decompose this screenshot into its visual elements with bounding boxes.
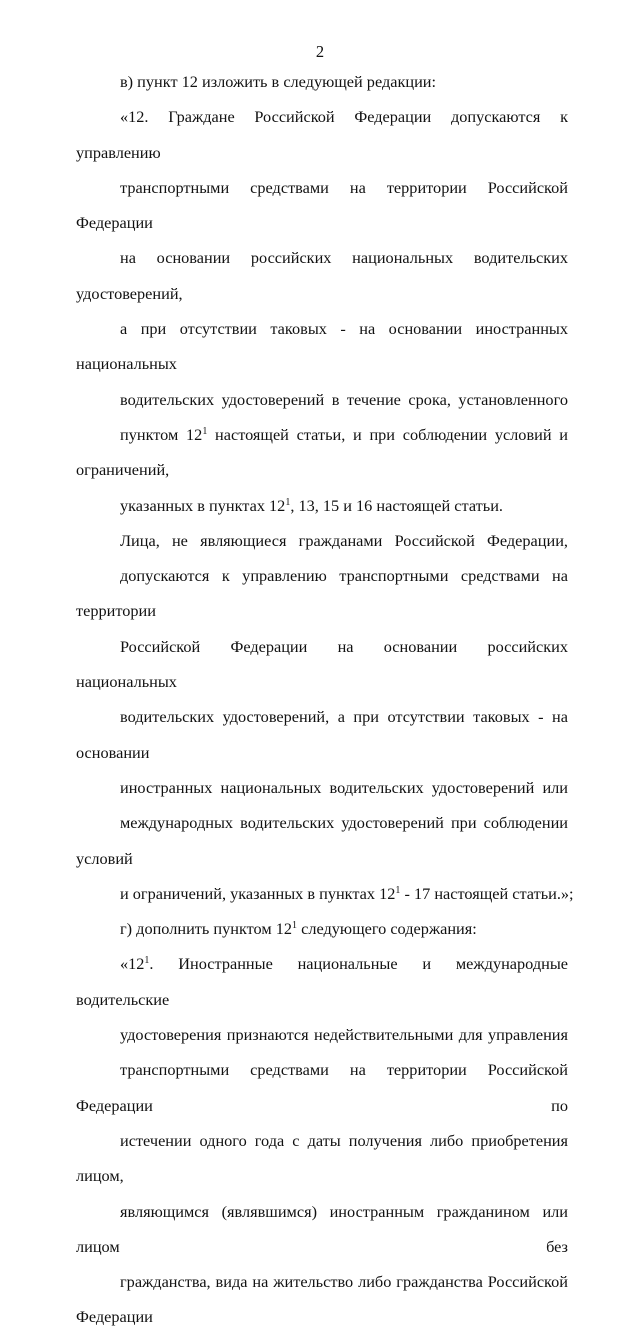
paragraph-g (76, 911, 568, 946)
text-line (76, 946, 568, 1017)
paragraph-v (76, 64, 568, 99)
text-line (76, 488, 568, 523)
text-line: истечении одного года с даты получения либо приобретения лицом, (76, 1130, 568, 1186)
text-line: гражданства, вида на жительство либо гражданства Российской Федерации (76, 1272, 568, 1327)
text-fragment: и ограничений, указанных в пунктах 12 (120, 883, 396, 903)
superscript: 1 (202, 425, 208, 437)
text-fragment: пунктом 12 (120, 424, 203, 444)
text-line: являющимся (являвшимся) иностранным гражданином или лицом без (76, 1201, 568, 1256)
document-body (76, 64, 574, 1335)
text-line: транспортными средствами на территории Российской Федерации по (76, 1060, 568, 1115)
text-fragment: «12 (120, 954, 145, 974)
text-line: удостоверения признаются недействительными для управления (120, 1025, 568, 1045)
text-line: допускаются к управлению транспортными средствами на территории (76, 566, 568, 621)
text-line: водительских удостоверений в течение срока, установленного (120, 389, 568, 409)
text-line: Лица, не являющиеся гражданами Российской Федерации, (120, 530, 568, 550)
text-line: на основании российских национальных водительских удостоверений, (76, 248, 568, 303)
paragraph-12 (76, 99, 568, 523)
text-line: в) пункт 12 изложить в следующей редакции: (120, 72, 437, 91)
text-fragment: настоящей статьи, и при соблюдении условий и ограничений, (76, 424, 568, 480)
text-line: иностранных национальных водительских удостоверений или (120, 777, 568, 797)
text-line: транспортными средствами на территории Российской Федерации (76, 177, 568, 233)
text-fragment: . Иностранные национальные и международные водительские (76, 954, 568, 1009)
paragraph-litsa (76, 523, 574, 911)
text-line (76, 876, 574, 911)
paragraph-12-1 (76, 946, 568, 1334)
text-line (76, 911, 568, 946)
text-fragment: - 17 настоящей статьи.»; (400, 883, 574, 903)
text-line: «12. Граждане Российской Федерации допускаются к управлению (76, 107, 568, 162)
superscript: 1 (144, 955, 150, 967)
superscript: 1 (292, 920, 298, 932)
text-fragment: следующего содержания: (297, 919, 477, 939)
page-number: 2 (315, 42, 325, 61)
text-line: Российской Федерации на основании российских национальных (76, 636, 568, 692)
text-line: водительских удостоверений, а при отсутствии таковых - на основании (76, 707, 568, 762)
text-line (76, 417, 568, 488)
text-fragment: г) дополнить пунктом 12 (120, 919, 293, 939)
text-fragment: , 13, 15 и 16 настоящей статьи. (290, 495, 503, 515)
superscript: 1 (285, 496, 291, 508)
text-line: а при отсутствии таковых - на основании иностранных национальных (76, 319, 568, 374)
text-line: международных водительских удостоверений при соблюдении условий (76, 813, 568, 868)
superscript: 1 (395, 884, 401, 896)
text-fragment: указанных в пунктах 12 (120, 495, 286, 515)
